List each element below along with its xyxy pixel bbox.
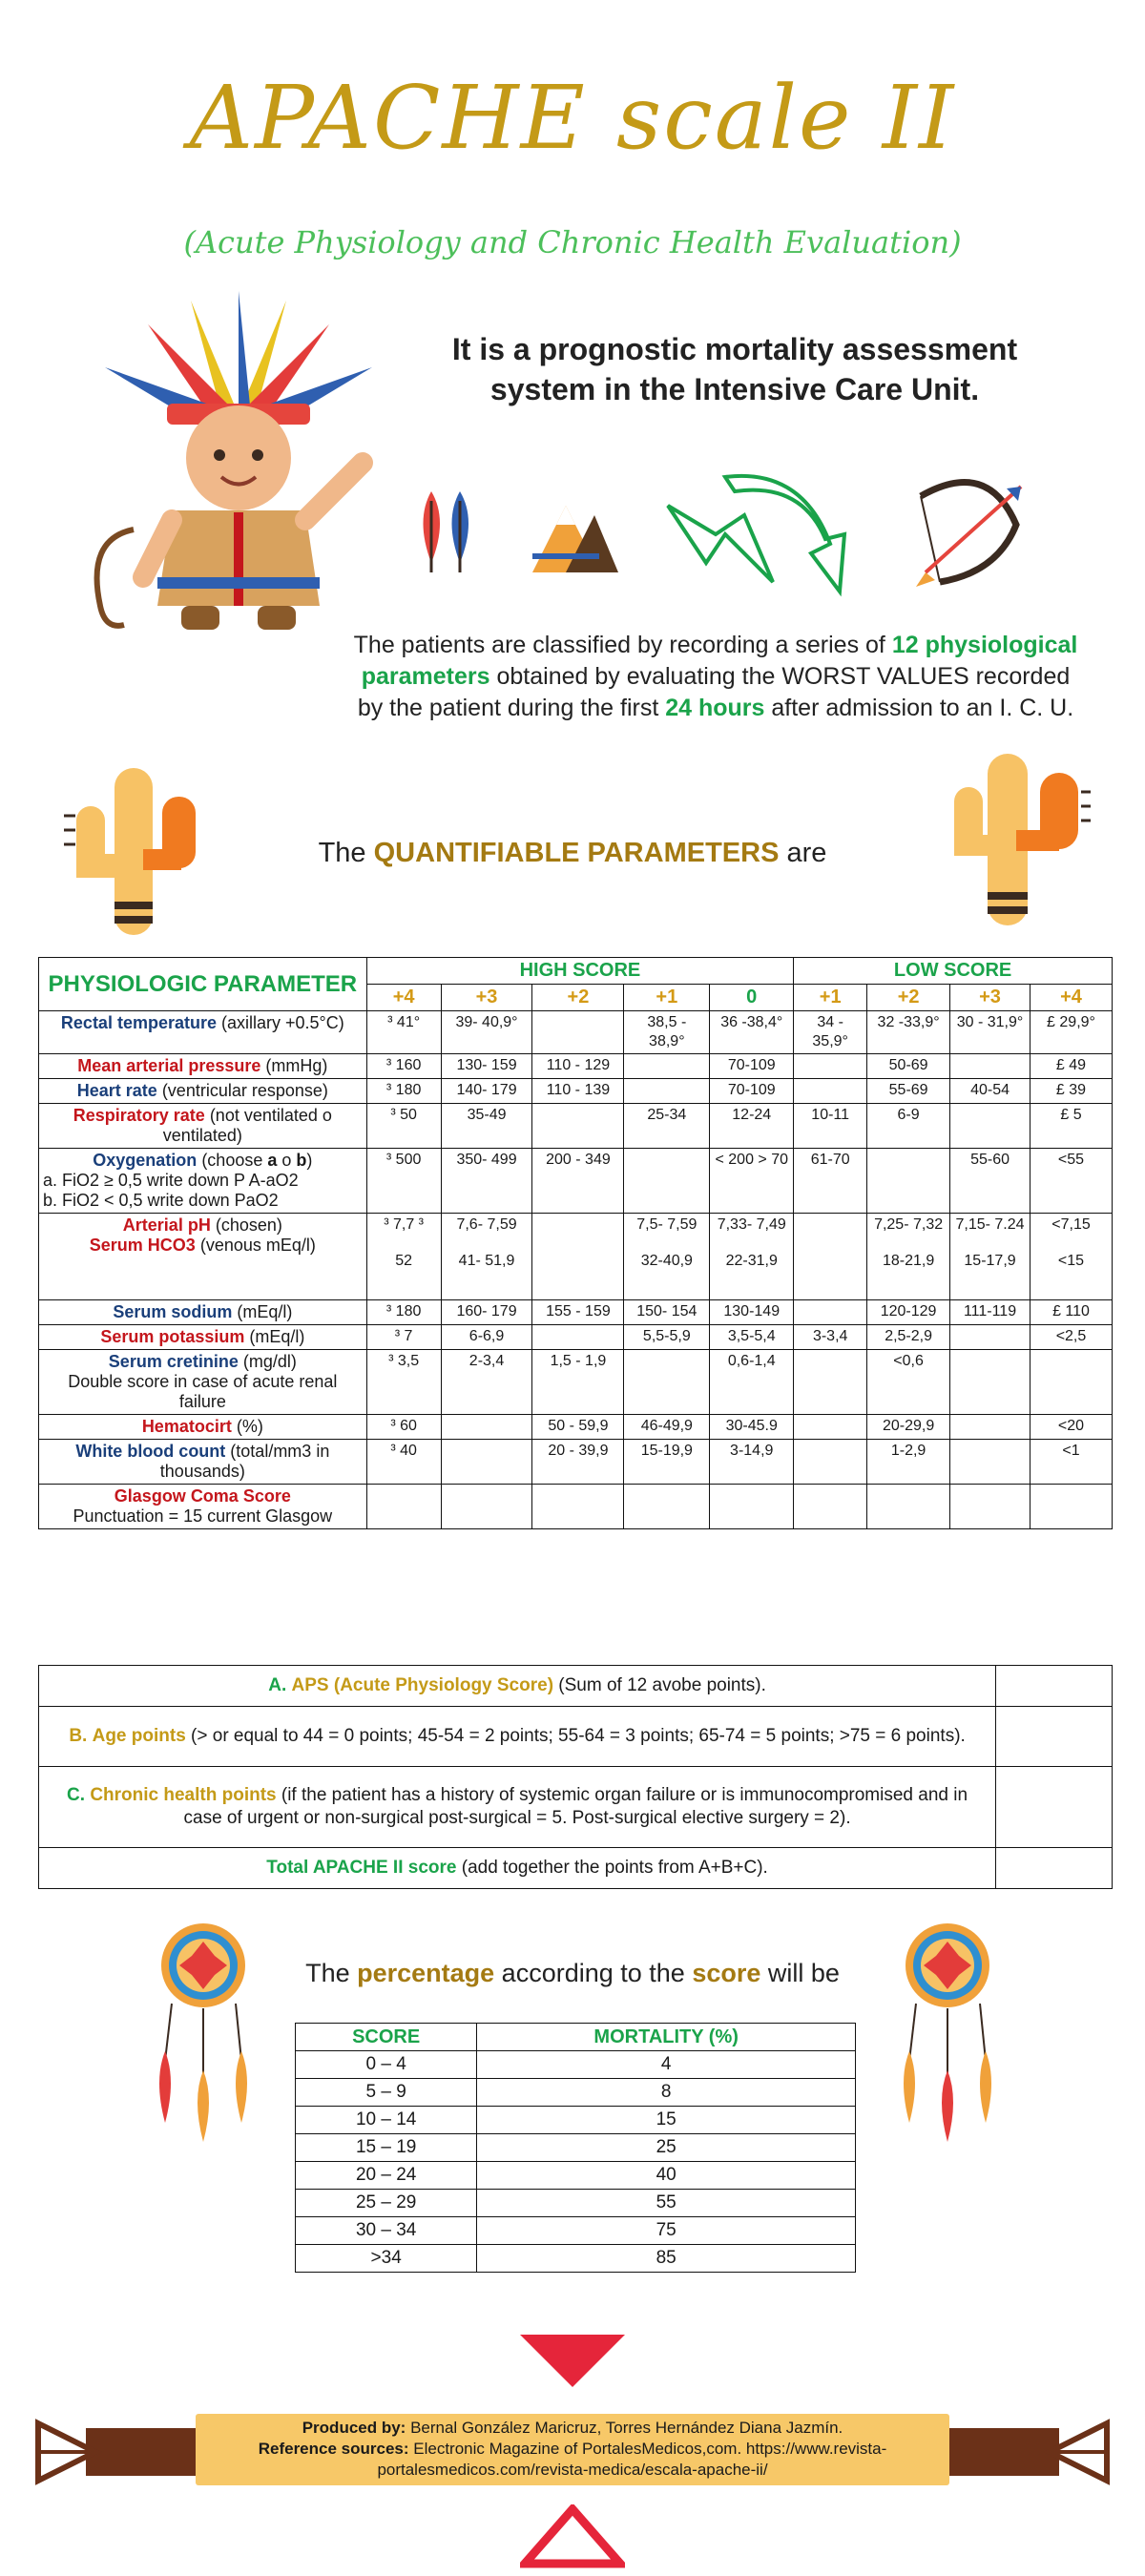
- parameter-note: (%): [231, 1417, 263, 1436]
- table-row: [39, 1214, 1113, 1300]
- value-cell: [710, 1485, 794, 1529]
- points-header: 0: [710, 985, 794, 1011]
- sum-c-title: Chronic health points: [90, 1785, 277, 1805]
- oxy-e: b: [296, 1151, 307, 1170]
- parameter-label: Hematocirt: [141, 1417, 232, 1436]
- pct-b2: score: [692, 1959, 761, 1987]
- value-spacer: [446, 1235, 529, 1252]
- table-row: [39, 1104, 1113, 1149]
- summary-row-total: [39, 1848, 1113, 1889]
- value-cell: 5,5-5,9: [624, 1325, 710, 1350]
- value-cell: [441, 1214, 532, 1300]
- parameter-cell: [39, 1011, 367, 1054]
- summary-table: [38, 1665, 1113, 1889]
- value-spacer: [371, 1235, 437, 1252]
- param-header: PHYSIOLOGIC PARAMETER: [39, 958, 367, 1011]
- table-row: [39, 1485, 1113, 1529]
- parameter-note: (mEq/l): [232, 1302, 293, 1321]
- gcs-label: Glasgow Coma Score: [114, 1486, 291, 1506]
- value-cell: 2,5-2,9: [867, 1325, 950, 1350]
- value-cell: [441, 1485, 532, 1529]
- parameter-label: Serum potassium: [100, 1327, 245, 1346]
- value-cell: 3-3,4: [794, 1325, 867, 1350]
- table-row: [39, 1054, 1113, 1079]
- mortality-value: 75: [477, 2217, 856, 2245]
- points-header: +1: [624, 985, 710, 1011]
- high-score-header: HIGH SCORE: [366, 958, 794, 985]
- value-cell: 3-14,9: [710, 1440, 794, 1485]
- table-row: [296, 2134, 856, 2162]
- ph-value: 7,33- 7,49: [717, 1216, 786, 1233]
- value-cell: 40-54: [950, 1079, 1030, 1104]
- produced-label: Produced by:: [302, 2419, 406, 2437]
- mortality-table: [295, 2023, 856, 2273]
- mortality-value: 4: [477, 2051, 856, 2079]
- value-cell: 70-109: [710, 1054, 794, 1079]
- value-cell: 46-49,9: [624, 1415, 710, 1440]
- value-cell: [794, 1214, 867, 1300]
- hco3-note: (venous mEq/l): [195, 1236, 316, 1255]
- red-triangle-up-icon: [520, 2504, 625, 2571]
- reference-value: Electronic Magazine of PortalesMedicos,com. https://www.revista-portalesmedicos.com/revista-medica/escala-apache-ii/: [377, 2440, 887, 2479]
- points-header: +3: [950, 985, 1030, 1011]
- score-range: 30 – 34: [296, 2217, 477, 2245]
- parameter-note: (axillary +0.5°C): [217, 1013, 344, 1032]
- table-row: [39, 1350, 1113, 1415]
- value-cell: 35-49: [441, 1104, 532, 1149]
- hco3-value: 18-21,9: [882, 1253, 935, 1269]
- points-header: +3: [441, 985, 532, 1011]
- value-cell: [950, 1104, 1030, 1149]
- score-input[interactable]: [996, 1707, 1113, 1767]
- value-cell: [950, 1485, 1030, 1529]
- parameter-note: (mmHg): [260, 1056, 328, 1075]
- value-cell: [532, 1325, 624, 1350]
- score-range: >34: [296, 2245, 477, 2273]
- mort-header-mortality: MORTALITY (%): [477, 2024, 856, 2051]
- parameter-note: (mEq/l): [244, 1327, 305, 1346]
- value-cell: 2-3,4: [441, 1350, 532, 1415]
- value-cell: [366, 1214, 441, 1300]
- value-cell: [950, 1440, 1030, 1485]
- table-row: [39, 1415, 1113, 1440]
- value-cell: 32 -33,9°: [867, 1011, 950, 1054]
- parameter-cell: [39, 1054, 367, 1079]
- value-cell: 36 -38,4°: [710, 1011, 794, 1054]
- feathers-icon: [410, 482, 487, 577]
- value-spacer: [714, 1235, 789, 1252]
- score-range: 15 – 19: [296, 2134, 477, 2162]
- hco3-value: 32-40,9: [640, 1253, 693, 1269]
- hco3-value: 52: [395, 1253, 413, 1269]
- intro-paragraph: [353, 630, 1078, 724]
- value-cell: [1030, 1485, 1112, 1529]
- value-cell: ³ 60: [366, 1415, 441, 1440]
- quantifiable-heading: [0, 838, 1145, 869]
- pct-post: will be: [760, 1959, 840, 1987]
- oxy-d: o: [277, 1151, 297, 1170]
- mortality-value: 55: [477, 2190, 856, 2217]
- value-cell: [624, 1485, 710, 1529]
- value-cell: [532, 1214, 624, 1300]
- score-input[interactable]: [996, 1666, 1113, 1707]
- value-cell: 0,6-1,4: [710, 1350, 794, 1415]
- mortality-value: 8: [477, 2079, 856, 2107]
- value-cell: 120-129: [867, 1300, 950, 1325]
- sum-a-text: (Sum of 12 avobe points).: [553, 1675, 766, 1695]
- value-spacer: [954, 1235, 1026, 1252]
- sum-b-title: Age points: [92, 1726, 186, 1746]
- value-cell: 55-60: [950, 1149, 1030, 1214]
- oxy-b: (choose: [197, 1151, 268, 1170]
- sum-b-letter: B.: [69, 1726, 88, 1746]
- value-cell: [532, 1011, 624, 1054]
- para-space: [919, 632, 926, 658]
- creat-note-2: Double score in case of acute renal failure: [68, 1372, 338, 1411]
- score-input[interactable]: [996, 1767, 1113, 1848]
- value-cell: [1030, 1214, 1112, 1300]
- gcs-note: Punctuation = 15 current Glasgow: [73, 1506, 333, 1526]
- mortality-value: 15: [477, 2107, 856, 2134]
- value-cell: ³ 7: [366, 1325, 441, 1350]
- ph-value: 7,6- 7,59: [456, 1216, 517, 1233]
- parameter-cell: [39, 1079, 367, 1104]
- value-cell: 20-29,9: [867, 1415, 950, 1440]
- value-cell: 110 - 139: [532, 1079, 624, 1104]
- para-physio: physiological parameters: [361, 632, 1078, 690]
- value-cell: 50-69: [867, 1054, 950, 1079]
- para-text-1: The patients are classified by recording a series of: [353, 632, 892, 658]
- value-cell: 10-11: [794, 1104, 867, 1149]
- sum-c-letter: C.: [67, 1785, 86, 1805]
- pct-pre: The: [305, 1959, 358, 1987]
- creat-note: (mg/dl): [238, 1352, 297, 1371]
- table-row: [39, 1325, 1113, 1350]
- value-cell: £ 49: [1030, 1054, 1112, 1079]
- value-cell: ³ 180: [366, 1300, 441, 1325]
- value-cell: [532, 1485, 624, 1529]
- value-cell: 160- 179: [441, 1300, 532, 1325]
- value-cell: 155 - 159: [532, 1300, 624, 1325]
- table-row: [39, 1079, 1113, 1104]
- sum-a-title: APS (Acute Physiology Score): [291, 1675, 554, 1695]
- ph-value: ³ 7,7 ³: [384, 1216, 425, 1233]
- oxy-option-a: a. FiO2 ≥ 0,5 write down P A-aO2: [43, 1171, 299, 1190]
- parameter-cell: [39, 1300, 367, 1325]
- value-cell: [867, 1214, 950, 1300]
- oxy-label: Oxygenation: [93, 1151, 198, 1170]
- value-cell: ³ 50: [366, 1104, 441, 1149]
- page-subtitle: (Acute Physiology and Chronic Health Evaluation): [183, 224, 962, 260]
- value-cell: 1-2,9: [867, 1440, 950, 1485]
- value-cell: [624, 1054, 710, 1079]
- creat-label: Serum cretinine: [108, 1352, 239, 1371]
- value-cell: [794, 1485, 867, 1529]
- value-cell: [366, 1485, 441, 1529]
- value-cell: 110 - 129: [532, 1054, 624, 1079]
- table-row: [296, 2107, 856, 2134]
- parameter-label: Rectal temperature: [60, 1013, 217, 1032]
- value-cell: [950, 1054, 1030, 1079]
- value-cell: [1030, 1350, 1112, 1415]
- value-cell: £ 5: [1030, 1104, 1112, 1149]
- hco3-label: Serum HCO3: [89, 1236, 196, 1255]
- low-score-header: LOW SCORE: [794, 958, 1113, 985]
- pct-mid: according to the: [494, 1959, 693, 1987]
- score-range: 10 – 14: [296, 2107, 477, 2134]
- parameter-note: (total/mm3 in thousands): [159, 1442, 330, 1481]
- value-cell: 38,5 - 38,9°: [624, 1011, 710, 1054]
- value-cell: [794, 1079, 867, 1104]
- physiologic-table: [38, 957, 1113, 1529]
- parameter-label: Respiratory rate: [73, 1106, 205, 1125]
- value-cell: 3,5-5,4: [710, 1325, 794, 1350]
- value-cell: 70-109: [710, 1079, 794, 1104]
- oxy-c: a: [267, 1151, 278, 1170]
- value-cell: 6-6,9: [441, 1325, 532, 1350]
- value-cell: [950, 1214, 1030, 1300]
- pct-b1: percentage: [357, 1959, 495, 1987]
- value-cell: [950, 1350, 1030, 1415]
- ph-value: 7,15- 7.24: [955, 1216, 1025, 1233]
- value-cell: ³ 41°: [366, 1011, 441, 1054]
- value-cell: ³ 160: [366, 1054, 441, 1079]
- points-header: +4: [1030, 985, 1112, 1011]
- value-cell: 130-149: [710, 1300, 794, 1325]
- oxy-f: ): [306, 1151, 313, 1170]
- summary-row-b: [39, 1707, 1113, 1767]
- value-cell: 61-70: [794, 1149, 867, 1214]
- value-spacer: [1034, 1235, 1108, 1252]
- table-row: [296, 2162, 856, 2190]
- value-cell: <2,5: [1030, 1325, 1112, 1350]
- dreamcatcher-right-icon: [892, 1918, 1007, 2147]
- summary-row-a: [39, 1666, 1113, 1707]
- para-text-3: after admission to an I. C. U.: [764, 695, 1074, 721]
- value-cell: <0,6: [867, 1350, 950, 1415]
- value-cell: <1: [1030, 1440, 1112, 1485]
- table-row: [296, 2245, 856, 2273]
- para-hours: 24 hours: [665, 695, 765, 721]
- parameter-note: (not ventilated o ventilated): [162, 1106, 332, 1145]
- value-cell: 111-119: [950, 1300, 1030, 1325]
- produced-value: Bernal González Maricruz, Torres Hernández Diana Jazmín.: [406, 2419, 843, 2437]
- table-row: [39, 1300, 1113, 1325]
- mortality-value: 25: [477, 2134, 856, 2162]
- value-cell: ³ 500: [366, 1149, 441, 1214]
- gcs-cell: [39, 1485, 367, 1529]
- oxy-option-b: b. FiO2 < 0,5 write down PaO2: [43, 1191, 279, 1210]
- parameter-label: Mean arterial pressure: [77, 1056, 261, 1075]
- sum-a-letter: A.: [268, 1675, 287, 1695]
- chief-illustration-icon: [76, 291, 401, 634]
- value-cell: [794, 1440, 867, 1485]
- table-row: [296, 2051, 856, 2079]
- value-cell: [867, 1149, 950, 1214]
- parameter-label: White blood count: [75, 1442, 226, 1461]
- ph-note: (chosen): [210, 1215, 282, 1235]
- value-cell: 30 - 31,9°: [950, 1011, 1030, 1054]
- sum-total-text: (add together the points from A+B+C).: [456, 1858, 768, 1878]
- value-cell: 1,5 - 1,9: [532, 1350, 624, 1415]
- arrow-right-decoration-icon: [945, 2414, 1116, 2490]
- value-cell: ³ 3,5: [366, 1350, 441, 1415]
- ph-label: Arterial pH: [122, 1215, 211, 1235]
- value-cell: 34 - 35,9°: [794, 1011, 867, 1054]
- parameter-note: (ventricular response): [156, 1081, 328, 1100]
- parameter-label: Serum sodium: [113, 1302, 233, 1321]
- value-cell: 20 - 39,9: [532, 1440, 624, 1485]
- score-input[interactable]: [996, 1848, 1113, 1889]
- value-cell: 350- 499: [441, 1149, 532, 1214]
- value-cell: [950, 1415, 1030, 1440]
- points-header: +2: [867, 985, 950, 1011]
- ph-value: 7,5- 7,59: [636, 1216, 697, 1233]
- value-spacer: [536, 1215, 619, 1233]
- value-cell: [950, 1325, 1030, 1350]
- value-cell: [441, 1440, 532, 1485]
- value-cell: 25-34: [624, 1104, 710, 1149]
- quant-post: are: [779, 838, 827, 868]
- table-row: [296, 2190, 856, 2217]
- value-cell: 200 - 349: [532, 1149, 624, 1214]
- hco3-value: <15: [1057, 1253, 1085, 1269]
- value-cell: [794, 1415, 867, 1440]
- value-cell: [624, 1149, 710, 1214]
- value-cell: 130- 159: [441, 1054, 532, 1079]
- sum-total-title: Total APACHE II score: [266, 1858, 457, 1878]
- value-cell: 140- 179: [441, 1079, 532, 1104]
- value-cell: 30-45.9: [710, 1415, 794, 1440]
- reference-label: Reference sources:: [258, 2440, 409, 2458]
- percentage-heading: [0, 1959, 1145, 1988]
- bow-arrow-icon: [902, 467, 1035, 592]
- table-row: [296, 2079, 856, 2107]
- red-triangle-down-icon: [520, 2335, 625, 2392]
- value-cell: <20: [1030, 1415, 1112, 1440]
- value-spacer: [628, 1235, 705, 1252]
- value-cell: [794, 1350, 867, 1415]
- value-cell: 6-9: [867, 1104, 950, 1149]
- value-cell: <55: [1030, 1149, 1112, 1214]
- value-cell: 50 - 59,9: [532, 1415, 624, 1440]
- value-cell: 12-24: [710, 1104, 794, 1149]
- ph-value: 7,25- 7,32: [874, 1216, 944, 1233]
- value-spacer: [798, 1215, 863, 1233]
- value-cell: 39- 40,9°: [441, 1011, 532, 1054]
- value-spacer: [871, 1235, 946, 1252]
- parameter-cell: [39, 1325, 367, 1350]
- value-cell: [624, 1350, 710, 1415]
- value-cell: 150- 154: [624, 1300, 710, 1325]
- arrow-left-decoration-icon: [29, 2414, 200, 2490]
- para-text-2: obtained by evaluating the WORST VALUES recorded by the patient during the first: [357, 663, 1071, 721]
- value-cell: [867, 1485, 950, 1529]
- score-range: 5 – 9: [296, 2079, 477, 2107]
- value-cell: [624, 1214, 710, 1300]
- para-count: 12: [891, 632, 919, 658]
- parameter-label: Heart rate: [76, 1081, 157, 1100]
- creatinine-cell: [39, 1350, 367, 1415]
- quant-bold: QUANTIFIABLE PARAMETERS: [373, 838, 780, 868]
- score-range: 20 – 24: [296, 2162, 477, 2190]
- value-cell: ³ 180: [366, 1079, 441, 1104]
- value-cell: [794, 1300, 867, 1325]
- score-range: 25 – 29: [296, 2190, 477, 2217]
- value-cell: [624, 1079, 710, 1104]
- ph-cell: [39, 1214, 367, 1300]
- mortality-value: 40: [477, 2162, 856, 2190]
- table-row: [296, 2217, 856, 2245]
- table-row: [39, 1440, 1113, 1485]
- hco3-value: 22-31,9: [725, 1253, 778, 1269]
- summary-row-c: [39, 1767, 1113, 1848]
- sum-c-text: (if the patient has a history of systemic organ failure or is immunocompromised and in case of urgent or non-surgical post-surgical = 5. Post-surgical elective surgery = 2).: [183, 1785, 968, 1828]
- table-row: [39, 1149, 1113, 1214]
- intro-text: It is a prognostic mortality assessment system in the Intensive Care Unit.: [451, 332, 1018, 406]
- parameter-cell: [39, 1104, 367, 1149]
- value-cell: £ 110: [1030, 1300, 1112, 1325]
- value-cell: [441, 1415, 532, 1440]
- page-title: APACHE scale II: [189, 67, 956, 169]
- score-range: 0 – 4: [296, 2051, 477, 2079]
- value-cell: £ 39: [1030, 1079, 1112, 1104]
- parameter-cell: [39, 1440, 367, 1485]
- value-cell: [710, 1214, 794, 1300]
- value-cell: ³ 40: [366, 1440, 441, 1485]
- sum-b-text: (> or equal to 44 = 0 points; 45-54 = 2 points; 55-64 = 3 points; 65-74 = 5 points; >75 = 6 points).: [185, 1726, 966, 1746]
- ph-value: <7,15: [1051, 1216, 1091, 1233]
- credits-box: [196, 2414, 949, 2485]
- mortality-value: 85: [477, 2245, 856, 2273]
- value-cell: 55-69: [867, 1079, 950, 1104]
- mountains-icon: [528, 487, 623, 577]
- dreamcatcher-left-icon: [148, 1918, 262, 2147]
- hco3-value: 15-17,9: [964, 1253, 1016, 1269]
- quant-pre: The: [318, 838, 374, 868]
- parameter-cell: [39, 1415, 367, 1440]
- value-cell: £ 29,9°: [1030, 1011, 1112, 1054]
- points-header: +2: [532, 985, 624, 1011]
- table-row: [39, 1011, 1113, 1054]
- recycle-arrows-icon: [658, 458, 849, 601]
- value-cell: < 200 > 70: [710, 1149, 794, 1214]
- points-header: +1: [794, 985, 867, 1011]
- value-cell: [794, 1054, 867, 1079]
- value-cell: 15-19,9: [624, 1440, 710, 1485]
- oxygenation-cell: [39, 1149, 367, 1214]
- points-header: +4: [366, 985, 441, 1011]
- hco3-value: 41- 51,9: [458, 1253, 515, 1269]
- mort-header-score: SCORE: [296, 2024, 477, 2051]
- value-cell: [532, 1104, 624, 1149]
